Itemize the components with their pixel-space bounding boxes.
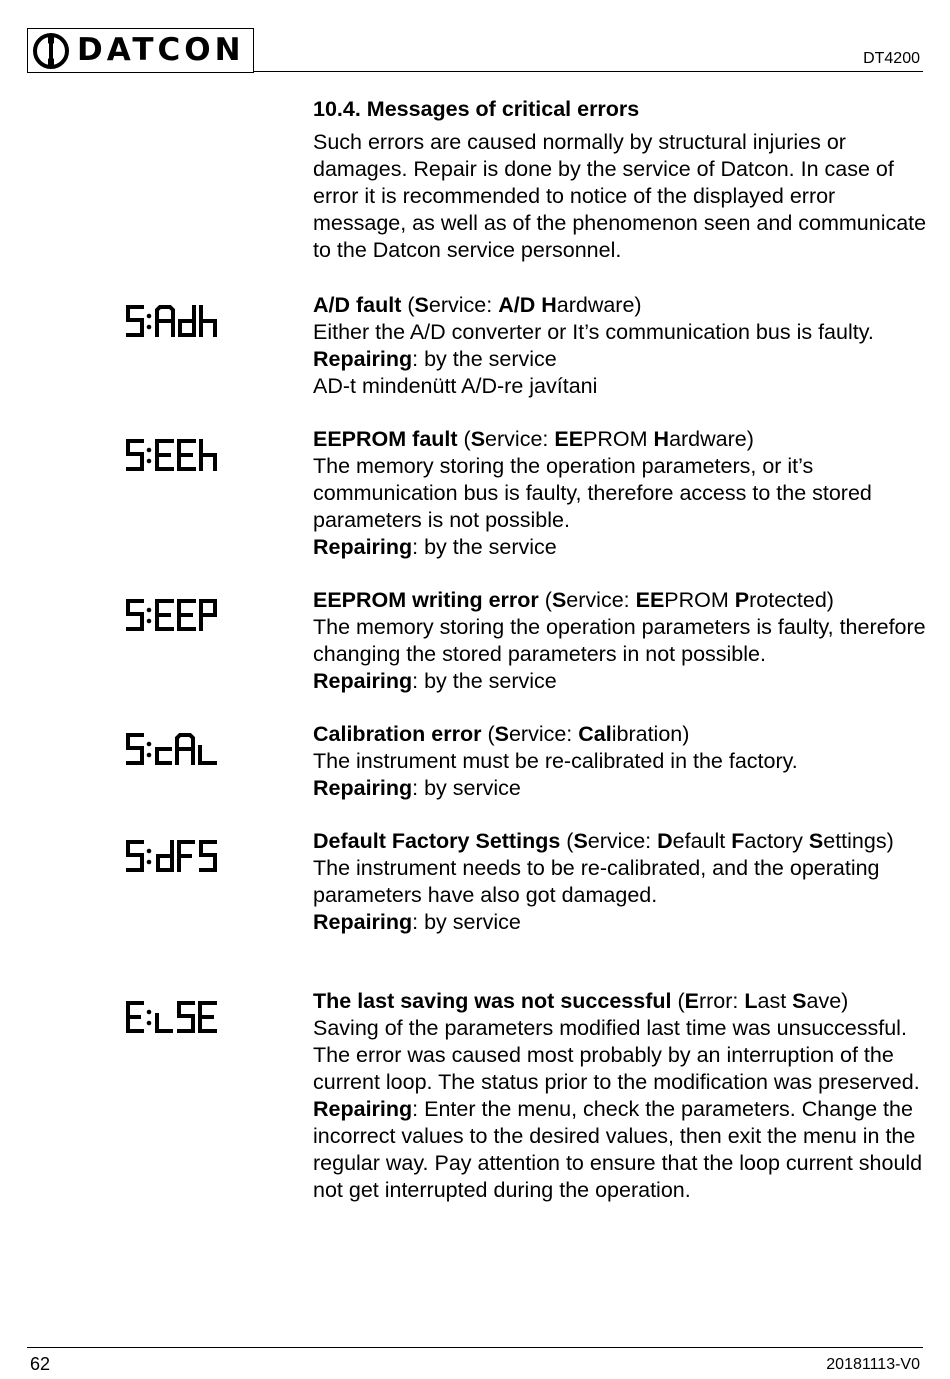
code-expansion-part: ervice:: [428, 293, 499, 317]
code-expansion-part: H: [653, 427, 670, 451]
code-expansion-part: E: [684, 989, 699, 1013]
code-expansion-part: (: [487, 722, 495, 746]
error-title: EEPROM writing error: [313, 588, 539, 612]
error-description: The memory storing the operation parameters is faulty, therefore changing the stored parameters in not possible.: [313, 615, 926, 666]
error-heading: [313, 426, 933, 453]
code-expansion-part: ast: [757, 989, 793, 1013]
error-code-expansion: [464, 427, 754, 451]
footer-divider: [27, 1347, 923, 1348]
section-intro: Such errors are caused normally by structural injuries or damages. Repair is done by the service of Datcon. In case of error it is recommended to notice of the displayed error message, as well as of the phenomenon seen and communicate to the Datcon service personnel.: [313, 130, 927, 262]
repair-label: Repairing: [313, 910, 413, 934]
datcon-logo: [27, 28, 254, 73]
code-expansion-part: PROM: [664, 588, 735, 612]
code-expansion-part: ardware): [556, 293, 642, 317]
code-expansion-part: D: [657, 829, 673, 853]
code-expansion-part: (: [407, 293, 415, 317]
error-repair: [313, 1096, 933, 1204]
error-title: A/D fault: [313, 293, 402, 317]
error-entry-adh: [313, 292, 933, 400]
error-repair: [313, 668, 933, 695]
code-expansion-part: PROM: [583, 427, 654, 451]
error-code-expansion: [677, 989, 848, 1013]
code-expansion-part: P: [734, 588, 750, 612]
error-title: The last saving was not successful: [313, 989, 672, 1013]
code-expansion-part: ervice:: [566, 588, 636, 612]
code-expansion-part: A/D: [498, 293, 536, 317]
code-expansion-part: S: [414, 293, 429, 317]
error-description: The instrument needs to be re-calibrated, and the operating parameters have also got damaged.: [313, 856, 880, 907]
error-description: The instrument must be re-calibrated in the factory.: [313, 749, 798, 773]
code-expansion-part: S: [551, 588, 567, 612]
error-heading: [313, 828, 933, 855]
error-heading: [313, 292, 933, 319]
lcd-display-s-adh: [126, 305, 218, 337]
code-expansion-part: S: [573, 829, 588, 853]
code-expansion-part: ervice:: [508, 722, 579, 746]
lcd-display-s-cal: [126, 733, 218, 765]
error-heading: [313, 587, 933, 614]
error-code-expansion: [545, 588, 834, 612]
repair-text: : by the service: [412, 347, 557, 371]
error-entry-eep: [313, 587, 933, 695]
error-repair: [313, 346, 933, 373]
code-expansion-part: ervice:: [587, 829, 658, 853]
error-description: The memory storing the operation parameters, or it’s communication bus is faulty, therefore access to the stored parameters is not possible.: [313, 454, 872, 532]
code-expansion-part: ervice:: [485, 427, 555, 451]
repair-text: : Enter the menu, check the parameters. Change the incorrect values to the desired values, then exit the menu in the regular way. Pay attention to ensure that the loop current should not get interrupted during the operation.: [313, 1097, 923, 1202]
document-version: 20181113-V0: [826, 1356, 920, 1373]
repair-label: Repairing: [313, 1097, 413, 1121]
repair-text: : by the service: [412, 535, 557, 559]
code-expansion-part: S: [808, 829, 824, 853]
code-expansion-part: S: [792, 989, 807, 1013]
code-expansion-part: F: [731, 829, 745, 853]
error-title: EEPROM fault: [313, 427, 458, 451]
error-description: Either the A/D converter or It’s communication bus is faulty.: [313, 320, 874, 344]
code-expansion-part: ardware): [669, 427, 754, 451]
code-expansion-part: ave): [806, 989, 849, 1013]
document-code: DT4200: [863, 50, 920, 67]
code-expansion-part: (: [544, 588, 552, 612]
code-expansion-part: EE: [554, 427, 584, 451]
section-intro-block: [313, 96, 933, 264]
code-expansion-part: ettings): [823, 829, 894, 853]
error-title: Calibration error: [313, 722, 482, 746]
code-expansion-part: rror:: [698, 989, 745, 1013]
code-expansion-part: H: [541, 293, 557, 317]
code-expansion-part: ibration): [611, 722, 690, 746]
code-expansion-part: S: [494, 722, 509, 746]
page-number: 62: [30, 1354, 51, 1374]
error-entry-dfs: [313, 828, 933, 936]
error-heading: [313, 721, 933, 748]
error-title: Default Factory Settings: [313, 829, 561, 853]
error-code-expansion: [566, 829, 893, 853]
repair-label: Repairing: [313, 347, 413, 371]
lcd-display-e-lse: [126, 1001, 218, 1033]
repair-label: Repairing: [313, 776, 413, 800]
header-divider: [254, 71, 923, 72]
error-heading: [313, 988, 933, 1015]
lcd-display-s-dfs: [126, 840, 218, 872]
code-expansion-part: EE: [635, 588, 665, 612]
repair-text: : by service: [412, 910, 521, 934]
error-repair: [313, 775, 933, 802]
repair-label: Repairing: [313, 669, 413, 693]
brand-name: DATCON: [77, 32, 245, 68]
lcd-display-s-eep: [126, 599, 218, 631]
code-expansion-part: actory: [744, 829, 809, 853]
code-expansion-part: S: [470, 427, 486, 451]
error-note: AD-t mindenütt A/D-re javítani: [313, 374, 598, 398]
error-repair: [313, 909, 933, 936]
repair-label: Repairing: [313, 535, 413, 559]
code-expansion-part: efault: [672, 829, 732, 853]
repair-text: : by service: [412, 776, 521, 800]
error-entry-eeh: [313, 426, 933, 561]
code-expansion-part: L: [744, 989, 758, 1013]
lcd-display-s-eeh: [126, 439, 218, 471]
error-code-expansion: [487, 722, 689, 746]
datcon-logo-mark-icon: [28, 29, 73, 72]
error-code-expansion: [407, 293, 641, 317]
code-expansion-part: (: [566, 829, 574, 853]
error-entry-lse: [313, 988, 933, 1204]
code-expansion-part: (: [677, 989, 685, 1013]
code-expansion-part: Cal: [578, 722, 612, 746]
code-expansion-part: rotected): [749, 588, 834, 612]
repair-text: : by the service: [412, 669, 557, 693]
error-entry-cal: [313, 721, 933, 802]
error-repair: [313, 534, 933, 561]
code-expansion-part: (: [463, 427, 471, 451]
section-title: 10.4. Messages of critical errors: [313, 97, 640, 121]
error-description: Saving of the parameters modified last time was unsuccessful. The error was caused most probably by an interruption of the current loop. The status prior to the modification was preserved.: [313, 1016, 920, 1094]
